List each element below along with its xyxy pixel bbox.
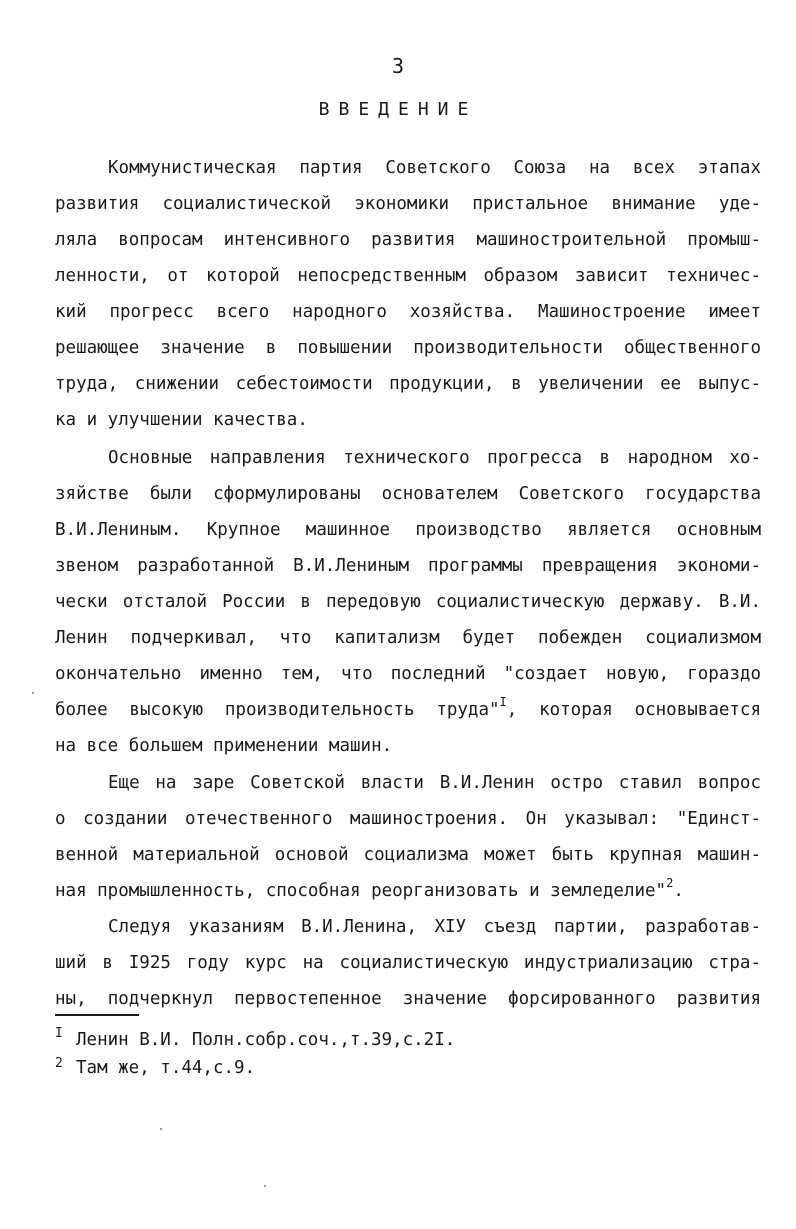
footnote-ref-1: I	[499, 695, 507, 709]
text-segment: .	[673, 881, 684, 901]
page-number: 3	[391, 54, 405, 78]
scan-speck	[264, 1185, 266, 1187]
text-line: Основные направления технического прогресса в народном хо-	[108, 448, 761, 468]
footnote-text-1: Ленин В.И. Полн.собр.соч.,т.39,с.2I.	[76, 1030, 456, 1050]
section-title: ВВЕДЕНИЕ	[318, 99, 478, 120]
text-line: труда, снижении себестоимости продукции, в увеличении ее выпус-	[55, 374, 761, 394]
text-line: В.И.Лениным. Крупное машинное производство является основным	[55, 520, 761, 540]
text-line-with-footnote	[55, 692, 761, 728]
text-line: Коммунистическая партия Советского Союза на всех этапах	[108, 158, 761, 178]
text-segment: , которая основывается	[506, 700, 761, 720]
scan-speck	[32, 692, 34, 694]
text-line: развития социалистической экономики пристальное внимание уде-	[55, 194, 761, 214]
text-line: ны, подчеркнул первостепенное значение форсированного развития	[55, 989, 761, 1009]
text-line-with-footnote	[55, 873, 761, 909]
text-line: Ленин подчеркивал, что капитализм будет побежден социализмом	[55, 628, 761, 648]
text-line: звеном разработанной В.И.Лениным программы превращения экономи-	[55, 556, 761, 576]
text-line: ка и улучшении качества.	[55, 410, 308, 430]
text-line: зяйстве были сформулированы основателем Советского государства	[55, 484, 761, 504]
footnote-ref-2: 2	[666, 876, 674, 890]
text-line: ший в I925 году курс на социалистическую индустриализацию стра-	[55, 953, 761, 973]
text-line: окончательно именно тем, что последний "создает новую, гораздо	[55, 664, 761, 684]
text-segment: ная промышленность, способная реорганизовать и земледелие"	[55, 881, 667, 901]
text-line: Еще на заре Советской власти В.И.Ленин остро ставил вопрос	[108, 773, 761, 793]
footnote-text-2: Там же, т.44,с.9.	[76, 1058, 256, 1078]
text-line: ляла вопросам интенсивного развития машиностроительной промыш-	[55, 230, 761, 250]
footnote-mark-2: 2	[55, 1056, 63, 1071]
text-line: венной материальной основой социализма может быть крупная машин-	[55, 845, 761, 865]
text-line: решающее значение в повышении производительности общественного	[55, 338, 761, 358]
scan-speck	[160, 1128, 162, 1130]
text-line: на все большем применении машин.	[55, 736, 393, 756]
footnote-mark-1: I	[55, 1026, 63, 1041]
text-line: кий прогресс всего народного хозяйства. Машиностроение имеет	[55, 302, 761, 322]
text-segment: более высокую производительность труда"	[55, 700, 500, 720]
footnote-divider	[55, 1014, 139, 1016]
text-line: ленности, от которой непосредственным образом зависит техничес-	[55, 266, 761, 286]
text-line: чески отсталой России в передовую социалистическую державу. В.И.	[55, 592, 761, 612]
text-line: о создании отечественного машиностроения. Он указывал: "Единст-	[55, 809, 761, 829]
text-line: Следуя указаниям В.И.Ленина, XIУ съезд партии, разработав-	[108, 917, 761, 937]
